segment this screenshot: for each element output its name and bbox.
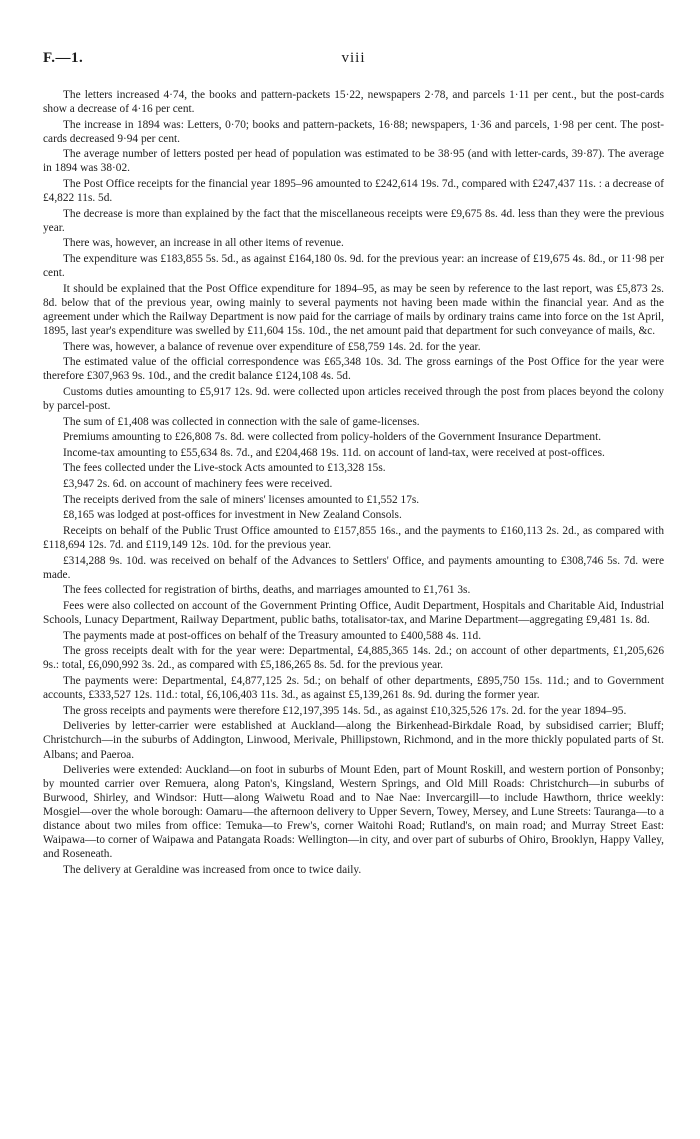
paragraph-miners-licenses: The receipts derived from the sale of miners' licenses amounted to £1,552 17s.	[63, 493, 420, 506]
paragraph-expenditure: The expenditure was £183,855 5s. 5d., as against £164,180 0s. 9d. for the previous year: an increase of £19,675 4s. 8d., or 11·98 per cent.	[43, 253, 664, 280]
paragraph-increase-1894: The increase in 1894 was: Letters, 0·70; books and pattern-packets, 16·88; newspapers, 1·36 and parcels, 1·98 per cent. The post-cards decreased 9·94 per cent.	[43, 118, 664, 145]
paragraph-public-trust: Receipts on behalf of the Public Trust Office amounted to £157,855 16s., and the payments to £160,113 2s. 2d., as compared with £118,694 12s. 7d. and £119,149 12s. 10d. for the previous year.	[43, 525, 664, 552]
paragraph-revenue-balance: There was, however, a balance of revenue over expenditure of £58,759 14s. 2d. for the year.	[63, 340, 481, 353]
paragraph-revenue-increase: There was, however, an increase in all other items of revenue.	[63, 237, 344, 250]
paragraph-decrease-explained: The decrease is more than explained by the fact that the miscellaneous receipts were £9,675 8s. 4d. less than they were the previous year.	[43, 207, 664, 234]
paragraph-letters-increase: The letters increased 4·74, the books and pattern-packets 15·22, newspapers 2·78, and parcels 1·11 per cent., but the post-cards show a decrease of 4·16 per cent.	[43, 89, 664, 116]
paragraph-other-fees: Fees were also collected on account of the Government Printing Office, Audit Department, Hospitals and Charitable Aid, Industrial Schools, Lunacy Department, Railway Department, public baths, totalisator-tax, and Marine Department—aggregating £9,481 1s. 8d.	[43, 600, 664, 627]
page-number: viii	[341, 50, 366, 66]
paragraph-gross-receipts: The gross receipts dealt with for the year were: Departmental, £4,885,365 14s. 2d.; on account of other departments, £1,205,626 9s.: total, £6,090,992 3s. 2d., as compared with £5,186,265 8s. 5d. for the previous year.	[43, 645, 664, 672]
paragraph-game-licenses: The sum of £1,408 was collected in connection with the sale of game-licenses.	[63, 415, 420, 428]
paragraph-insurance-premiums: Premiums amounting to £26,808 7s. 8d. were collected from policy-holders of the Government Insurance Department.	[63, 431, 602, 444]
document-reference: F.—1.	[43, 50, 84, 66]
paragraph-post-office-receipts: The Post Office receipts for the financial year 1895–96 amounted to £242,614 19s. 7d., compared with £247,437 11s. : a decrease of £4,822 11s. 5d.	[43, 178, 664, 205]
paragraph-registration-fees: The fees collected for registration of births, deaths, and marriages amounted to £1,761 3s.	[63, 584, 471, 597]
paragraph-advances-to-settlers: £314,288 9s. 10d. was received on behalf of the Advances to Settlers' Office, and payments amounting to £308,746 5s. 7d. were made.	[43, 554, 664, 581]
paragraph-average-letters: The average number of letters posted per head of population was estimated to be 38·95 (and with letter-cards, 39·87). The average in 1894 was 38·02.	[43, 148, 664, 175]
paragraph-official-correspondence: The estimated value of the official correspondence was £65,348 10s. 3d. The gross earnings of the Post Office for the year were therefore £307,963 9s. 10d., and the credit balance £124,108 4s. 5d.	[43, 356, 664, 383]
paragraph-payments: The payments were: Departmental, £4,877,125 2s. 5d.; on behalf of other departments, £895,750 15s. 11d.; and to Government accounts, £333,527 12s. 11d.: total, £6,106,403 11s. 3d., as against £5,139,261 8s. 9d. during the former year.	[43, 675, 664, 702]
paragraph-consols: £8,165 was lodged at post-offices for investment in New Zealand Consols.	[63, 509, 402, 522]
page-header	[43, 50, 664, 80]
document-body	[43, 88, 664, 877]
paragraph-treasury-payments: The payments made at post-offices on behalf of the Treasury amounted to £400,588 4s. 11d.	[63, 629, 482, 642]
paragraph-deliveries-established: Deliveries by letter-carrier were established at Auckland—along the Birkenhead-Birkdale Road, by subsidised carrier; Bluff; Christchurch—in the suburbs of Addington, Linwood, Merivale, Phillipstown, Richmond, and in the more thickly populated parts of St. Albans; and Paeroa.	[43, 720, 664, 761]
paragraph-live-stock-fees: The fees collected under the Live-stock Acts amounted to £13,328 15s.	[63, 462, 386, 475]
paragraph-customs-duties: Customs duties amounting to £5,917 12s. 9d. were collected upon articles received through the post from places beyond the colony by parcel-post.	[43, 385, 664, 412]
paragraph-expenditure-explanation: It should be explained that the Post Office expenditure for 1894–95, as may be seen by reference to the last report, was £5,873 2s. 8d. below that of the previous year, owing mainly to several payments not having been made within the financial year. And as the agreement under which the Railway Department is now paid for the carriage of mails by ordinary trains came into force on the 1st April, 1895, last year's expenditure was swelled by £11,604 15s. 10d., the net amount paid that department for such conveyance of mails, &c.	[43, 282, 664, 337]
paragraph-machinery-fees: £3,947 2s. 6d. on account of machinery fees were received.	[63, 478, 333, 491]
paragraph-income-tax: Income-tax amounting to £55,634 8s. 7d., and £204,468 19s. 11d. on account of land-tax, were received at post-offices.	[63, 446, 605, 459]
paragraph-geraldine-delivery: The delivery at Geraldine was increased from once to twice daily.	[63, 864, 362, 877]
paragraph-gross-totals: The gross receipts and payments were therefore £12,197,395 14s. 5d., as against £10,325,526 17s. 2d. for the year 1894–95.	[63, 704, 627, 717]
paragraph-deliveries-extended: Deliveries were extended: Auckland—on foot in suburbs of Mount Eden, part of Mount Roskill, and western portion of Ponsonby; by mounted carrier over Remuera, along Paton's, Kingsland, Western Springs, and Old Mill Roads: Christchurch—in suburbs of Burwood, Shirley, and Windsor: Hutt—along Waiwetu Road and to Nae Nae: Invercargill—to include Hawthorn, thrice weekly: Mosgiel—over the whole borough: Oamaru—the afternoon delivery to Upper Severn, Towey, Mersey, and Lune Streets: Tauranga—to a distance about two miles from office: Temuka—to Frew's, corner Waitohi Road; Rutland's, on main road; and Murray Street East: Waipawa—to corner of Waipawa and Patangata Roads: Wellington—in city, and over part of suburbs of Ohiro, Brooklyn, Happy Valley, and Roseneath.	[43, 764, 664, 861]
